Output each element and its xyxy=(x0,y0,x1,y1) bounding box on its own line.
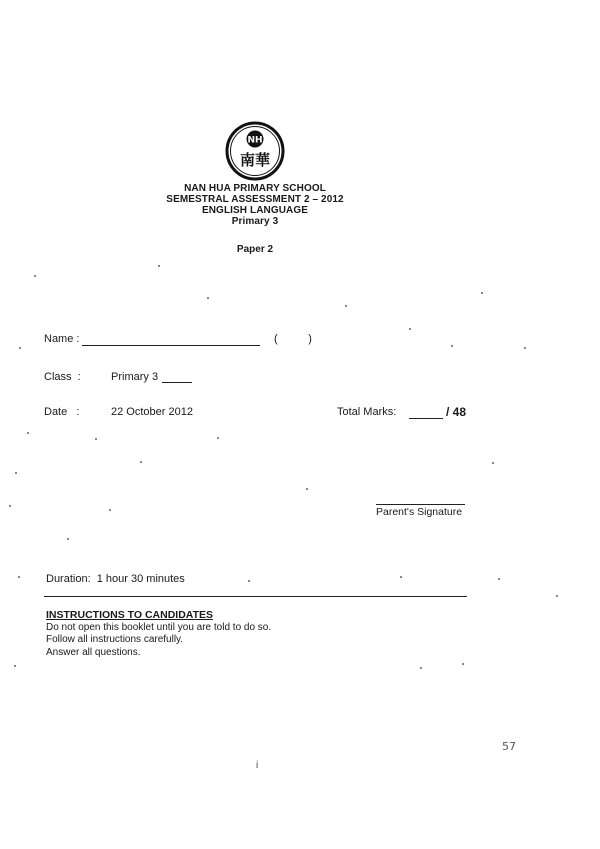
class-label: Class : xyxy=(44,371,81,383)
scan-speck xyxy=(462,663,464,665)
instructions xyxy=(46,609,271,659)
scan-speck xyxy=(420,667,422,669)
name-label: Name : xyxy=(44,333,80,345)
subject-title: ENGLISH LANGUAGE xyxy=(201,205,309,216)
scan-speck xyxy=(409,328,411,330)
instruction-line: Do not open this booklet until you are told to do so. xyxy=(46,621,272,633)
date-value: 22 October 2012 xyxy=(111,406,193,418)
class-value: Primary 3 xyxy=(111,371,159,383)
paper-title: Paper 2 xyxy=(236,244,274,255)
scan-speck xyxy=(67,538,69,540)
total-marks-label: Total Marks: xyxy=(337,406,397,418)
scan-speck xyxy=(248,580,250,582)
parent-signature-label: Parent's Signature xyxy=(376,506,463,518)
scan-speck xyxy=(27,432,29,434)
scan-speck xyxy=(158,265,160,267)
scan-speck xyxy=(140,461,142,463)
scan-speck xyxy=(207,297,209,299)
school-name: NAN HUA PRIMARY SCHOOL xyxy=(184,183,326,194)
scan-speck xyxy=(18,576,20,578)
parent-signature-line[interactable] xyxy=(376,504,465,505)
scan-speck xyxy=(498,578,500,580)
school-logo xyxy=(224,120,286,182)
scan-speck xyxy=(451,345,453,347)
scan-speck xyxy=(14,665,16,667)
scan-speck xyxy=(524,347,526,349)
scan-speck xyxy=(9,505,11,507)
scan-speck xyxy=(15,472,17,474)
assessment-title: SEMESTRAL ASSESSMENT 2 – 2012 xyxy=(166,194,344,205)
scan-speck xyxy=(34,275,36,277)
scan-speck xyxy=(109,509,111,511)
scan-speck xyxy=(345,305,347,307)
scan-speck xyxy=(556,595,558,597)
scan-speck xyxy=(95,438,97,440)
handwritten-mark: 57 xyxy=(502,740,516,753)
scan-speck xyxy=(400,576,402,578)
index-number-parentheses: ( ) xyxy=(274,333,312,345)
instruction-line: Follow all instructions carefully. xyxy=(46,634,184,645)
scan-speck xyxy=(306,488,308,490)
instruction-line: Answer all questions. xyxy=(46,646,141,658)
scan-speck xyxy=(217,437,219,439)
page-number: i xyxy=(256,760,259,771)
separator-line xyxy=(44,596,467,597)
title-block xyxy=(150,183,360,227)
scan-speck xyxy=(481,292,483,294)
name-line[interactable] xyxy=(82,345,260,346)
scan-speck xyxy=(492,462,494,464)
total-marks-line[interactable] xyxy=(409,418,443,419)
duration-text: Duration: 1 hour 30 minutes xyxy=(46,573,185,585)
level-title: Primary 3 xyxy=(231,216,279,227)
logo-monogram: NH xyxy=(247,135,263,146)
instructions-heading: INSTRUCTIONS TO CANDIDATES xyxy=(46,609,214,621)
total-marks-value: / 48 xyxy=(446,405,467,419)
logo-chinese-text: 南華 xyxy=(239,151,271,169)
class-line[interactable] xyxy=(162,382,192,383)
date-label: Date : xyxy=(44,406,80,418)
scan-speck xyxy=(19,347,21,349)
